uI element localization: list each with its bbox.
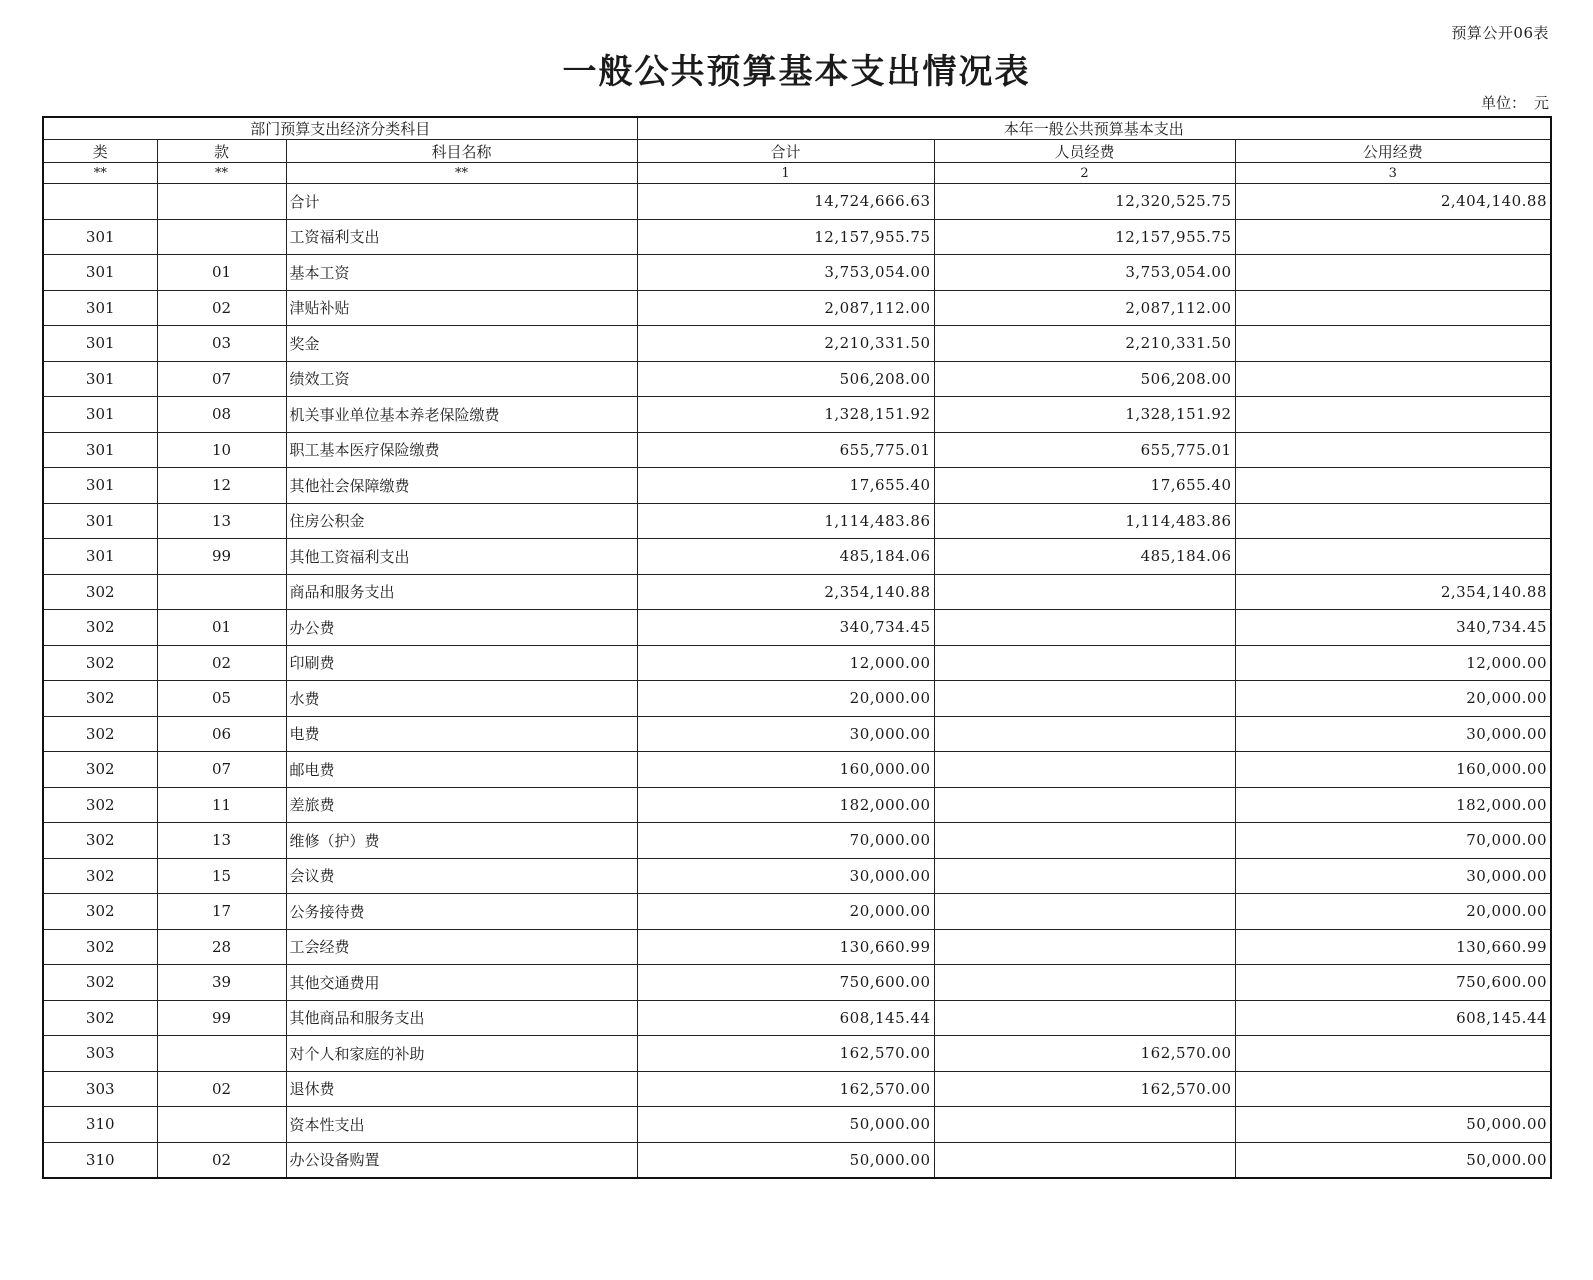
- cell-total: 655,775.01: [637, 432, 934, 468]
- cell-name: 工会经费: [286, 929, 637, 965]
- header-index-row: [43, 163, 1551, 184]
- cell-public: [1235, 326, 1551, 362]
- cell-total: 485,184.06: [637, 539, 934, 575]
- cell-personnel: [934, 787, 1235, 823]
- cell-kuan: 02: [157, 290, 286, 326]
- cell-total: 608,145.44: [637, 1000, 934, 1036]
- column-header-public: 公用经费: [1235, 140, 1551, 163]
- cell-name: 奖金: [286, 326, 637, 362]
- cell-total: 50,000.00: [637, 1142, 934, 1178]
- cell-personnel: [934, 574, 1235, 610]
- cell-lei: 302: [43, 894, 157, 930]
- cell-name: 退休费: [286, 1071, 637, 1107]
- cell-personnel: 655,775.01: [934, 432, 1235, 468]
- cell-total: 17,655.40: [637, 468, 934, 504]
- cell-public: [1235, 219, 1551, 255]
- cell-kuan: 01: [157, 255, 286, 291]
- cell-name: 其他工资福利支出: [286, 539, 637, 575]
- cell-lei: 302: [43, 965, 157, 1001]
- table-row: [43, 1071, 1551, 1107]
- table-row: [43, 965, 1551, 1001]
- cell-kuan: 28: [157, 929, 286, 965]
- cell-total: 12,157,955.75: [637, 219, 934, 255]
- table-row: [43, 894, 1551, 930]
- cell-total: 30,000.00: [637, 716, 934, 752]
- cell-public: [1235, 1036, 1551, 1072]
- cell-kuan: 02: [157, 1142, 286, 1178]
- cell-name: 邮电费: [286, 752, 637, 788]
- header-group-left: 部门预算支出经济分类科目: [43, 117, 637, 140]
- cell-lei: 301: [43, 432, 157, 468]
- cell-public: 340,734.45: [1235, 610, 1551, 646]
- cell-total: 70,000.00: [637, 823, 934, 859]
- cell-personnel: [934, 1000, 1235, 1036]
- cell-lei: 302: [43, 645, 157, 681]
- cell-personnel: 162,570.00: [934, 1036, 1235, 1072]
- cell-total: 1,114,483.86: [637, 503, 934, 539]
- cell-total: 20,000.00: [637, 894, 934, 930]
- cell-personnel: [934, 929, 1235, 965]
- cell-kuan: 15: [157, 858, 286, 894]
- cell-total: 3,753,054.00: [637, 255, 934, 291]
- index-cell-name: **: [286, 163, 637, 184]
- cell-public: 2,354,140.88: [1235, 574, 1551, 610]
- cell-lei: 302: [43, 574, 157, 610]
- cell-personnel: [934, 610, 1235, 646]
- table-row: [43, 290, 1551, 326]
- cell-lei: 301: [43, 539, 157, 575]
- cell-lei: 302: [43, 1000, 157, 1036]
- cell-personnel: [934, 645, 1235, 681]
- column-header-lei: 类: [43, 140, 157, 163]
- cell-public: [1235, 1071, 1551, 1107]
- cell-public: 50,000.00: [1235, 1107, 1551, 1143]
- cell-name: 水费: [286, 681, 637, 717]
- cell-lei: 302: [43, 823, 157, 859]
- cell-total: 30,000.00: [637, 858, 934, 894]
- cell-total: 50,000.00: [637, 1107, 934, 1143]
- table-row: [43, 326, 1551, 362]
- cell-personnel: [934, 894, 1235, 930]
- cell-personnel: [934, 823, 1235, 859]
- cell-lei: 303: [43, 1036, 157, 1072]
- cell-personnel: [934, 752, 1235, 788]
- cell-kuan: 39: [157, 965, 286, 1001]
- cell-name: 印刷费: [286, 645, 637, 681]
- table-row: [43, 1000, 1551, 1036]
- cell-kuan: 07: [157, 361, 286, 397]
- cell-public: 20,000.00: [1235, 894, 1551, 930]
- cell-total: 750,600.00: [637, 965, 934, 1001]
- cell-name: 其他社会保障缴费: [286, 468, 637, 504]
- cell-public: 20,000.00: [1235, 681, 1551, 717]
- table-row: [43, 929, 1551, 965]
- budget-table: [42, 116, 1552, 1179]
- cell-kuan: 99: [157, 1000, 286, 1036]
- page-title: 一般公共预算基本支出情况表: [562, 52, 1031, 92]
- cell-lei: 302: [43, 929, 157, 965]
- cell-lei: 301: [43, 255, 157, 291]
- cell-public: 12,000.00: [1235, 645, 1551, 681]
- cell-public: [1235, 397, 1551, 433]
- cell-lei: 310: [43, 1107, 157, 1143]
- header-column-row: [43, 140, 1551, 163]
- column-header-personnel: 人员经费: [934, 140, 1235, 163]
- table-row: [43, 255, 1551, 291]
- table-row: [43, 361, 1551, 397]
- cell-public: [1235, 290, 1551, 326]
- cell-kuan: 11: [157, 787, 286, 823]
- index-cell-total: 1: [637, 163, 934, 184]
- cell-total: 160,000.00: [637, 752, 934, 788]
- column-header-name: 科目名称: [286, 140, 637, 163]
- cell-kuan: 02: [157, 645, 286, 681]
- cell-total: 1,328,151.92: [637, 397, 934, 433]
- cell-lei: 310: [43, 1142, 157, 1178]
- index-cell-kuan: **: [157, 163, 286, 184]
- cell-lei: 302: [43, 858, 157, 894]
- cell-public: [1235, 468, 1551, 504]
- cell-personnel: [934, 1142, 1235, 1178]
- table-row: [43, 681, 1551, 717]
- cell-personnel: 12,157,955.75: [934, 219, 1235, 255]
- cell-kuan: 03: [157, 326, 286, 362]
- cell-total: 12,000.00: [637, 645, 934, 681]
- cell-total: 2,087,112.00: [637, 290, 934, 326]
- cell-total: 162,570.00: [637, 1036, 934, 1072]
- cell-kuan: 13: [157, 503, 286, 539]
- cell-kuan: 17: [157, 894, 286, 930]
- table-row: [43, 787, 1551, 823]
- cell-kuan: 13: [157, 823, 286, 859]
- cell-lei: 303: [43, 1071, 157, 1107]
- cell-lei: 302: [43, 716, 157, 752]
- cell-personnel: [934, 1107, 1235, 1143]
- cell-public: 50,000.00: [1235, 1142, 1551, 1178]
- table-row: [43, 397, 1551, 433]
- table-row: [43, 539, 1551, 575]
- cell-personnel: [934, 681, 1235, 717]
- table-row: [43, 1142, 1551, 1178]
- unit-label: 单位：: [1480, 94, 1526, 112]
- column-header-total: 合计: [637, 140, 934, 163]
- cell-total: 506,208.00: [637, 361, 934, 397]
- cell-name: 差旅费: [286, 787, 637, 823]
- cell-total: 2,210,331.50: [637, 326, 934, 362]
- cell-kuan: 10: [157, 432, 286, 468]
- cell-lei: 301: [43, 290, 157, 326]
- cell-public: 160,000.00: [1235, 752, 1551, 788]
- cell-kuan: 02: [157, 1071, 286, 1107]
- cell-name: 对个人和家庭的补助: [286, 1036, 637, 1072]
- table-row: [43, 432, 1551, 468]
- cell-public: 70,000.00: [1235, 823, 1551, 859]
- cell-kuan: 01: [157, 610, 286, 646]
- cell-lei: 302: [43, 681, 157, 717]
- index-cell-personnel: 2: [934, 163, 1235, 184]
- cell-personnel: 12,320,525.75: [934, 184, 1235, 220]
- cell-name: 其他商品和服务支出: [286, 1000, 637, 1036]
- cell-total: 14,724,666.63: [637, 184, 934, 220]
- cell-kuan: 12: [157, 468, 286, 504]
- cell-kuan: 05: [157, 681, 286, 717]
- table-row: [43, 716, 1551, 752]
- header-group-right: 本年一般公共预算基本支出: [637, 117, 1551, 140]
- table-row: [43, 1036, 1551, 1072]
- cell-name: 职工基本医疗保险缴费: [286, 432, 637, 468]
- cell-public: [1235, 255, 1551, 291]
- cell-personnel: [934, 716, 1235, 752]
- cell-personnel: 2,210,331.50: [934, 326, 1235, 362]
- cell-name: 基本工资: [286, 255, 637, 291]
- cell-lei: 302: [43, 752, 157, 788]
- table-row: [43, 574, 1551, 610]
- form-code: 预算公开06表: [1451, 24, 1549, 42]
- cell-personnel: 3,753,054.00: [934, 255, 1235, 291]
- cell-name: 津贴补贴: [286, 290, 637, 326]
- table-row: [43, 823, 1551, 859]
- cell-name: 其他交通费用: [286, 965, 637, 1001]
- cell-name: 维修（护）费: [286, 823, 637, 859]
- table-body: [43, 184, 1551, 1179]
- cell-name: 合计: [286, 184, 637, 220]
- cell-total: 130,660.99: [637, 929, 934, 965]
- cell-public: [1235, 361, 1551, 397]
- cell-name: 住房公积金: [286, 503, 637, 539]
- cell-kuan: [157, 574, 286, 610]
- table-row: [43, 1107, 1551, 1143]
- cell-name: 商品和服务支出: [286, 574, 637, 610]
- cell-name: 工资福利支出: [286, 219, 637, 255]
- cell-kuan: [157, 184, 286, 220]
- table-row: [43, 468, 1551, 504]
- cell-personnel: 1,114,483.86: [934, 503, 1235, 539]
- cell-personnel: 506,208.00: [934, 361, 1235, 397]
- cell-public: 182,000.00: [1235, 787, 1551, 823]
- table-row: [43, 503, 1551, 539]
- table-row: [43, 858, 1551, 894]
- cell-personnel: 485,184.06: [934, 539, 1235, 575]
- cell-total: 162,570.00: [637, 1071, 934, 1107]
- cell-personnel: 1,328,151.92: [934, 397, 1235, 433]
- cell-kuan: 07: [157, 752, 286, 788]
- cell-personnel: [934, 965, 1235, 1001]
- column-header-kuan: 款: [157, 140, 286, 163]
- cell-personnel: 17,655.40: [934, 468, 1235, 504]
- cell-total: 20,000.00: [637, 681, 934, 717]
- index-cell-public: 3: [1235, 163, 1551, 184]
- cell-name: 办公设备购置: [286, 1142, 637, 1178]
- cell-kuan: 06: [157, 716, 286, 752]
- cell-public: 30,000.00: [1235, 858, 1551, 894]
- cell-public: 608,145.44: [1235, 1000, 1551, 1036]
- cell-public: 30,000.00: [1235, 716, 1551, 752]
- header-group-row: [43, 117, 1551, 140]
- cell-lei: 301: [43, 326, 157, 362]
- cell-kuan: [157, 1036, 286, 1072]
- cell-total: 2,354,140.88: [637, 574, 934, 610]
- cell-public: 2,404,140.88: [1235, 184, 1551, 220]
- cell-lei: 301: [43, 397, 157, 433]
- table-row: [43, 184, 1551, 220]
- unit-line: [1481, 92, 1549, 113]
- unit-value: 元: [1533, 94, 1549, 112]
- cell-lei: 301: [43, 468, 157, 504]
- cell-public: 750,600.00: [1235, 965, 1551, 1001]
- cell-public: [1235, 503, 1551, 539]
- cell-personnel: 2,087,112.00: [934, 290, 1235, 326]
- cell-total: 340,734.45: [637, 610, 934, 646]
- cell-kuan: [157, 1107, 286, 1143]
- cell-kuan: [157, 219, 286, 255]
- cell-lei: 302: [43, 787, 157, 823]
- cell-lei: 302: [43, 610, 157, 646]
- table-row: [43, 752, 1551, 788]
- cell-lei: [43, 184, 157, 220]
- cell-name: 资本性支出: [286, 1107, 637, 1143]
- cell-public: [1235, 539, 1551, 575]
- cell-lei: 301: [43, 361, 157, 397]
- cell-name: 绩效工资: [286, 361, 637, 397]
- table-row: [43, 219, 1551, 255]
- cell-lei: 301: [43, 219, 157, 255]
- cell-public: [1235, 432, 1551, 468]
- cell-total: 182,000.00: [637, 787, 934, 823]
- cell-kuan: 99: [157, 539, 286, 575]
- table-row: [43, 645, 1551, 681]
- cell-name: 公务接待费: [286, 894, 637, 930]
- cell-name: 电费: [286, 716, 637, 752]
- cell-personnel: 162,570.00: [934, 1071, 1235, 1107]
- cell-name: 办公费: [286, 610, 637, 646]
- cell-kuan: 08: [157, 397, 286, 433]
- cell-public: 130,660.99: [1235, 929, 1551, 965]
- table-row: [43, 610, 1551, 646]
- cell-lei: 301: [43, 503, 157, 539]
- index-cell-lei: **: [43, 163, 157, 184]
- cell-personnel: [934, 858, 1235, 894]
- cell-name: 机关事业单位基本养老保险缴费: [286, 397, 637, 433]
- cell-name: 会议费: [286, 858, 637, 894]
